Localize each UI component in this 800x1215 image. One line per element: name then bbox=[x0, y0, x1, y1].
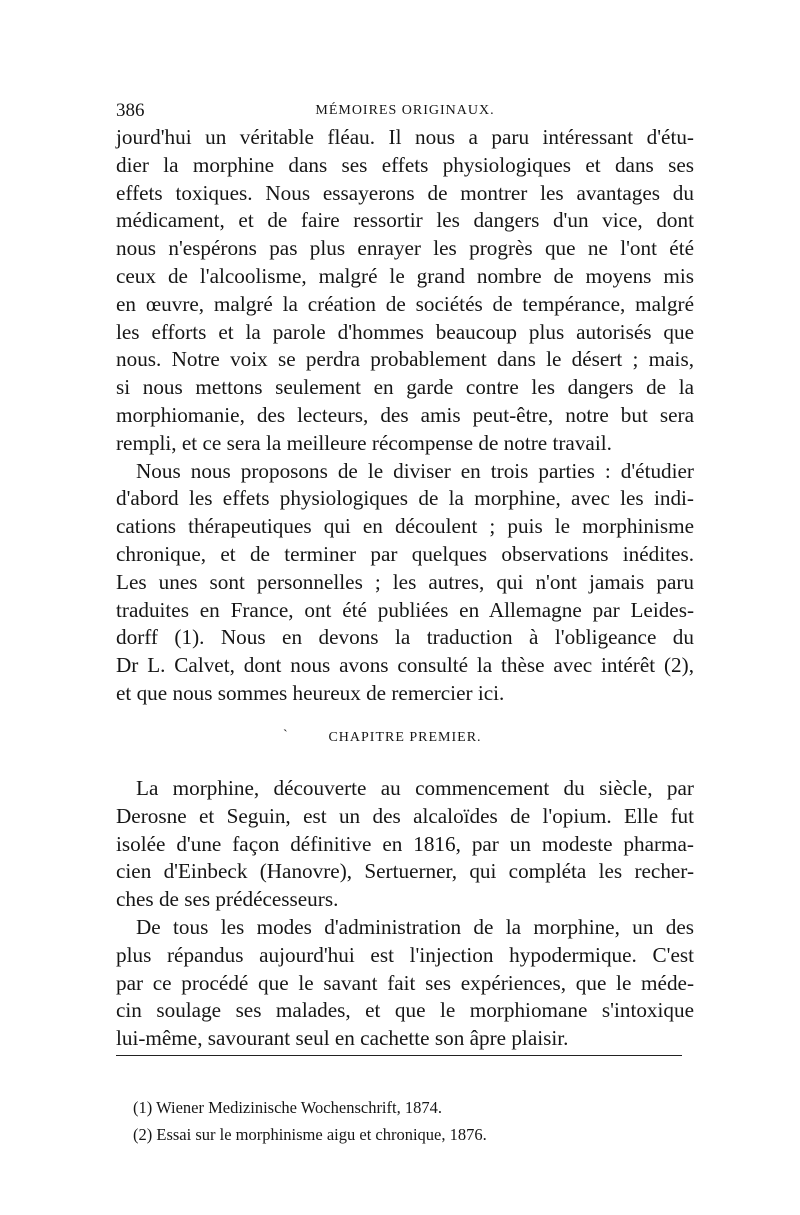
footnote-rule bbox=[116, 1055, 682, 1056]
text-line: dier la morphine dans ses effets physiologiques et dans ses bbox=[116, 152, 694, 177]
text-line: cien d'Einbeck (Hanovre), Sertuerner, qui compléta les recher- bbox=[116, 859, 694, 884]
footnotes bbox=[133, 1094, 693, 1148]
page-number: 386 bbox=[116, 100, 145, 121]
footnote-2: (2) Essai sur le morphinisme aigu et chronique, 1876. bbox=[133, 1125, 487, 1144]
body-text-top bbox=[116, 124, 694, 708]
text-line: dorff (1). Nous en devons la traduction à l'obligeance du bbox=[116, 625, 694, 650]
text-line: De tous les modes d'administration de la morphine, un des bbox=[136, 914, 694, 939]
chapter-heading: CHAPITRE PREMIER. bbox=[328, 730, 482, 745]
text-line: en œuvre, malgré la création de sociétés de tempérance, malgré bbox=[116, 291, 694, 316]
page-header bbox=[116, 96, 694, 126]
text-line: d'abord les effets physiologiques de la morphine, avec les indi- bbox=[116, 486, 694, 511]
text-line: médicament, et de faire ressortir les dangers d'un vice, dont bbox=[116, 208, 694, 233]
text-line: nous n'espérons pas plus enrayer les progrès que ne l'ont été bbox=[116, 236, 694, 261]
text-line: et que nous sommes heureux de remercier ici. bbox=[116, 680, 505, 705]
text-line: nous. Notre voix se perdra probablement dans le désert ; mais, bbox=[116, 347, 694, 372]
text-line: cin soulage ses malades, et que le morphiomane s'intoxique bbox=[116, 998, 694, 1023]
text-line: Dr L. Calvet, dont nous avons consulté la thèse avec intérêt (2), bbox=[116, 653, 694, 678]
text-line: les efforts et la parole d'hommes beaucoup plus autorisés que bbox=[116, 319, 694, 344]
footnote-1: (1) Wiener Medizinische Wochenschrift, 1874. bbox=[133, 1098, 442, 1117]
text-line: morphiomanie, des lecteurs, des amis peut-être, notre but sera bbox=[116, 402, 694, 427]
text-line: rempli, et ce sera la meilleure récompense de notre travail. bbox=[116, 430, 612, 455]
body-text-bottom bbox=[116, 775, 694, 1053]
text-line: si nous mettons seulement en garde contre les dangers de la bbox=[116, 375, 694, 400]
text-line: chronique, et de terminer par quelques observations inédites. bbox=[116, 541, 694, 566]
text-line: par ce procédé que le savant fait ses expériences, que le méde- bbox=[116, 970, 694, 995]
text-line: lui-même, savourant seul en cachette son âpre plaisir. bbox=[116, 1026, 569, 1051]
text-line: traduites en France, ont été publiées en Allemagne par Leides- bbox=[116, 597, 694, 622]
text-line: ceux de l'alcoolisme, malgré le grand nombre de moyens mis bbox=[116, 263, 694, 288]
text-line: isolée d'une façon définitive en 1816, par un modeste pharma- bbox=[116, 831, 694, 856]
text-line: Derosne et Seguin, est un des alcaloïdes de l'opium. Elle fut bbox=[116, 803, 694, 828]
text-line: cations thérapeutiques qui en découlent ; puis le morphinisme bbox=[116, 514, 694, 539]
text-line: Les unes sont personnelles ; les autres, qui n'ont jamais paru bbox=[116, 569, 694, 594]
text-line: ches de ses prédécesseurs. bbox=[116, 887, 339, 912]
text-line: jourd'hui un véritable fléau. Il nous a paru intéressant d'étu- bbox=[116, 125, 694, 149]
text-line: plus répandus aujourd'hui est l'injection hypodermique. C'est bbox=[116, 942, 694, 967]
chapter-tick-mark: ` bbox=[283, 728, 288, 743]
text-line: effets toxiques. Nous essayerons de montrer les avantages du bbox=[116, 180, 694, 205]
running-title: MÉMOIRES ORIGINAUX. bbox=[315, 103, 495, 118]
text-line: Nous nous proposons de le diviser en trois parties : d'étudier bbox=[136, 458, 694, 483]
text-line: La morphine, découverte au commencement du siècle, par bbox=[136, 776, 694, 800]
